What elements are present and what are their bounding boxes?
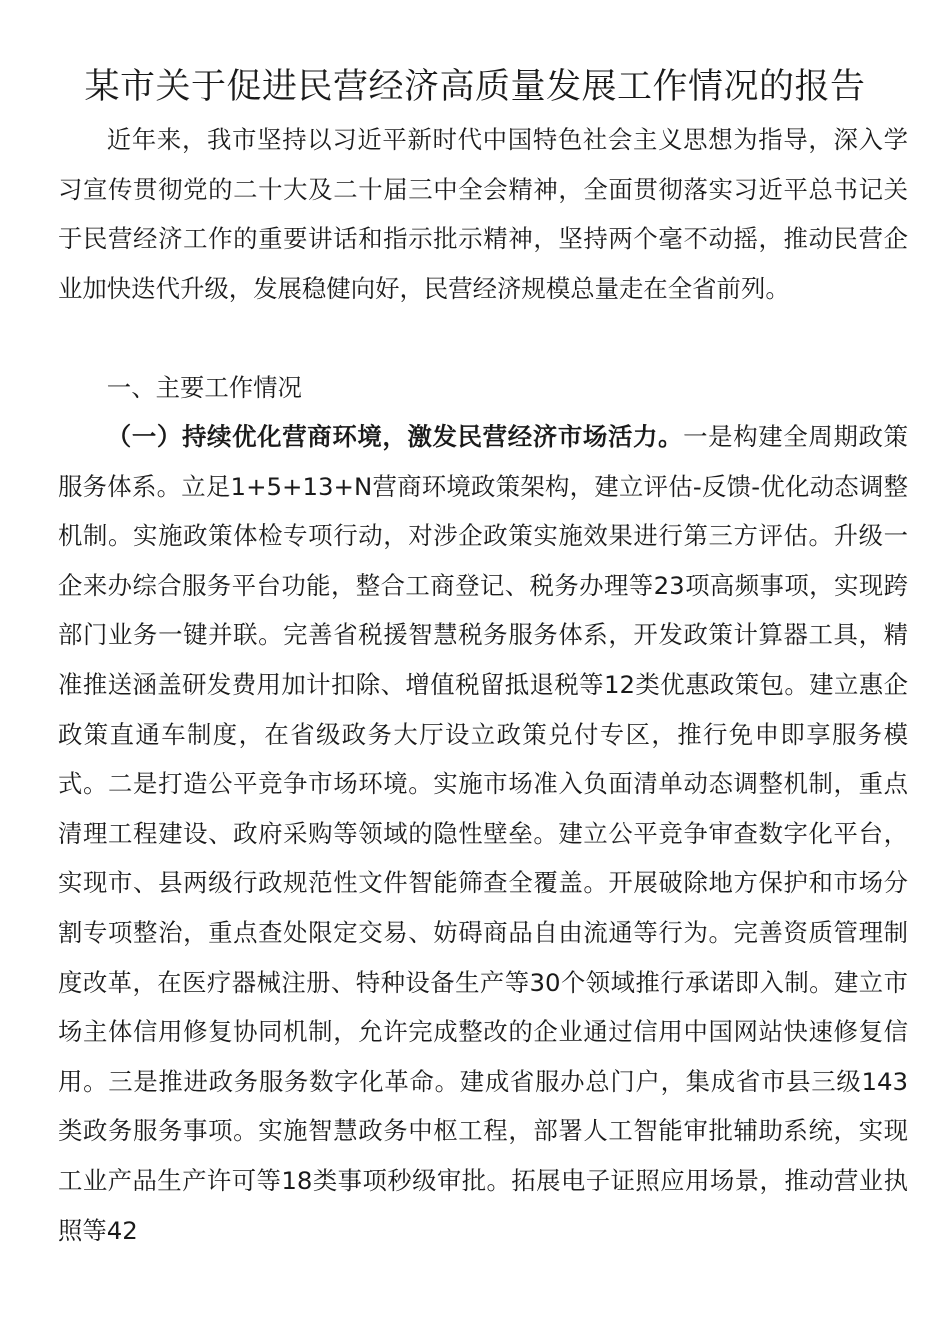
subsection-body: 一是构建全周期政策服务体系。立足1+5+13+N营商环境政策架构，建立评估-反馈-优化动态调整机制。实施政策体检专项行动，对涉企政策实施效果进行第三方评估。升级一企来办综合服务平台功能，整合工商登记、税务办理等23项高频事项，实现跨部门业务一键并联。完善省税援智慧税务服务体系，开发政策计算器工具，精准推送涵盖研发费用加计扣除、增值税留抵退税等12类优惠政策包。建立惠企政策直通车制度，在省级政务大厅设立政策兑付专区，推行免申即享服务模式。二是打造公平竞争市场环境。实施市场准入负面清单动态调整机制，重点清理工程建设、政府采购等领域的隐性壁垒。建立公平竞争审查数字化平台，实现市、县两级行政规范性文件智能筛查全覆盖。开展破除地方保护和市场分割专项整治，重点查处限定交易、妨碍商品自由流通等行为。完善资质管理制度改革，在医疗器械注册、特种设备生产等30个领域推行承诺即入制。建立市场主体信用修复协同机制，允许完成整改的企业通过信用中国网站快速修复信用。三是推进政务服务数字化革命。建成省服办总门户，集成省市县三级143类政务服务事项。实施智慧政务中枢工程，部署人工智能审批辅助系统，实现工业产品生产许可等18类事项秒级审批。拓展电子证照应用场景，推动营业执照等42 [58,422,908,1245]
section-heading: 一、主要工作情况 [106,373,302,402]
subsection-paragraph [58,412,908,1255]
intro-paragraph: 近年来，我市坚持以习近平新时代中国特色社会主义思想为指导，深入学习宣传贯彻党的二十大及二十届三中全会精神，全面贯彻落实习近平总书记关于民营经济工作的重要讲话和指示批示精神，坚持两个毫不动摇，推动民营企业加快迭代升级，发展稳健向好，民营经济规模总量走在全省前列。 [58,125,908,303]
subsection-lead: （一）持续优化营商环境，激发民营经济市场活力。 [106,422,684,451]
document-title: 某市关于促进民营经济高质量发展工作情况的报告 [84,67,866,107]
